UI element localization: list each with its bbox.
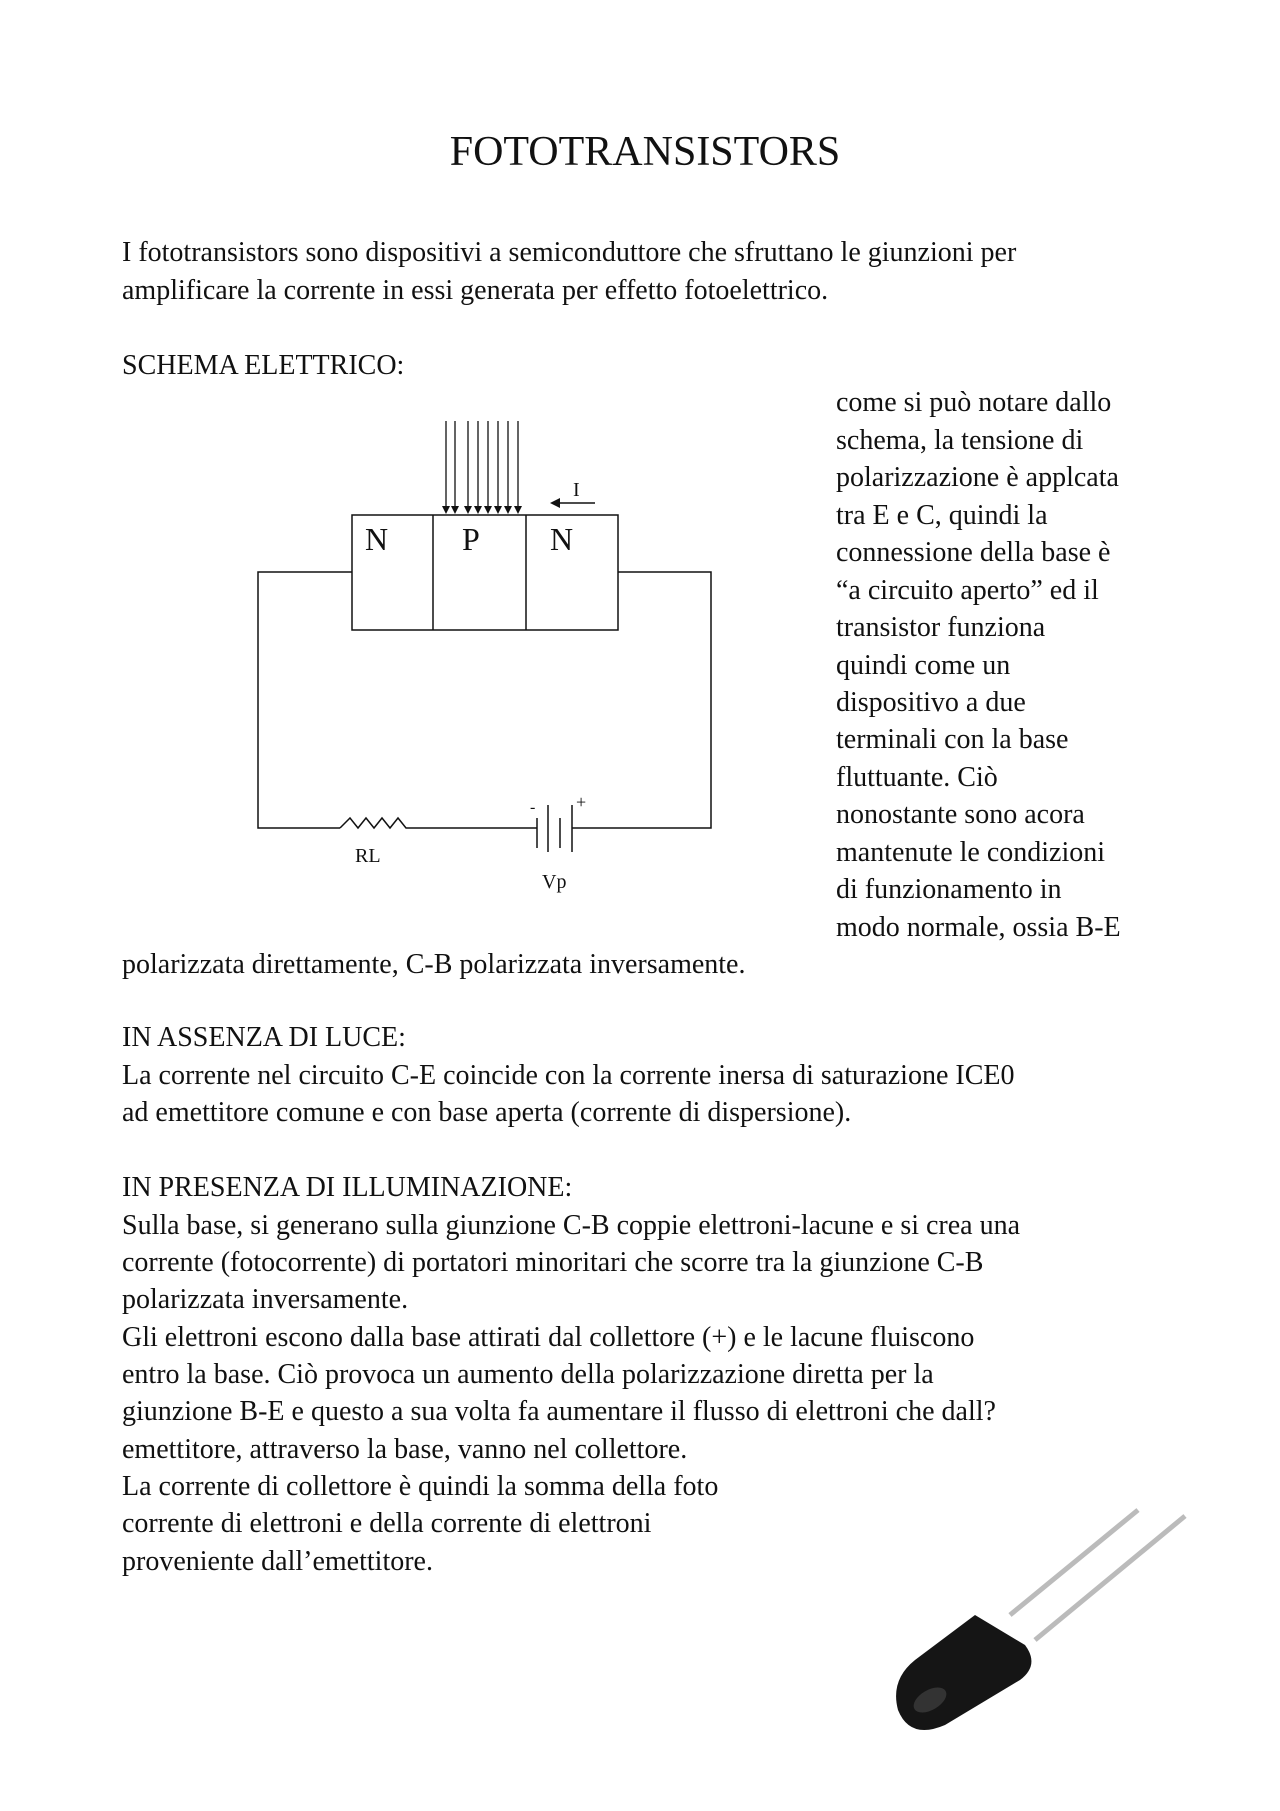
light-text-line: emettitore, attraverso la base, vanno nel collettore. bbox=[122, 1433, 688, 1465]
dark-text-line: ad emettitore comune e con base aperta (corrente di dispersione). bbox=[122, 1096, 852, 1128]
schema-text-line: schema, la tensione di bbox=[836, 424, 1084, 456]
schema-text-line: nonostante sono acora bbox=[836, 799, 1085, 831]
schema-text-line: quindi come un bbox=[836, 649, 1011, 681]
light-text-line: polarizzata inversamente. bbox=[122, 1284, 409, 1316]
schema-text-line: terminali con la base bbox=[836, 724, 1069, 756]
schema-text-line: dispositivo a due bbox=[836, 686, 1026, 718]
page-title: FOTOTRANSISTORS bbox=[449, 129, 841, 175]
label-vp: Vp bbox=[542, 871, 567, 893]
resistor-icon bbox=[340, 818, 537, 828]
intro-line: I fototransistors sono dispositivi a semiconduttore che sfruttano le giunzioni per bbox=[122, 237, 1017, 269]
light-text-line: Sulla base, si generano sulla giunzione C-B coppie elettroni-lacune e si crea una bbox=[122, 1209, 1021, 1241]
intro-line: amplificare la corrente in essi generata per effetto fotoelettrico. bbox=[122, 274, 829, 306]
light-text-line: La corrente di collettore è quindi la somma della foto bbox=[122, 1470, 719, 1502]
label-current: I bbox=[573, 479, 580, 501]
schema-text-line: come si può notare dallo bbox=[836, 387, 1112, 419]
schema-text-line: fluttuante. Ciò bbox=[836, 761, 998, 793]
label-rl: RL bbox=[355, 845, 381, 867]
label-n2: N bbox=[550, 521, 574, 557]
light-text-line: corrente (fotocorrente) di portatori minoritari che scorre tra la giunzione C-B bbox=[122, 1246, 984, 1278]
label-n1: N bbox=[365, 521, 389, 557]
schema-text-line: mantenute le condizioni bbox=[836, 836, 1106, 868]
circuit-diagram bbox=[240, 400, 740, 920]
light-text-line: Gli elettroni escono dalla base attirati dal collettore (+) e le lacune fluiscono bbox=[122, 1321, 975, 1353]
label-plus: + bbox=[576, 792, 587, 812]
semiconductor-block bbox=[352, 515, 618, 630]
light-text-line: corrente di elettroni e della corrente di elettroni bbox=[122, 1508, 652, 1540]
schema-text-line: transistor funziona bbox=[836, 612, 1046, 644]
schema-text-line: connessione della base è bbox=[836, 537, 1111, 569]
light-text-line: proveniente dall’emettitore. bbox=[122, 1545, 433, 1577]
schema-text-line: polarizzazione è applcata bbox=[836, 462, 1119, 494]
dark-text-line: La corrente nel circuito C-E coincide con la corrente inersa di saturazione ICE0 bbox=[122, 1059, 1015, 1091]
label-minus: - bbox=[530, 799, 536, 816]
schema-text-line: di funzionamento in bbox=[836, 874, 1062, 906]
schema-text-line: tra E e C, quindi la bbox=[836, 499, 1048, 531]
phototransistor-photo bbox=[870, 1490, 1190, 1740]
section-heading-light: IN PRESENZA DI ILLUMINAZIONE: bbox=[122, 1172, 573, 1204]
wire-left bbox=[258, 572, 352, 828]
schema-text-line: polarizzata direttamente, C-B polarizzata inversamente. bbox=[122, 949, 746, 981]
schema-text-line: “a circuito aperto” ed il bbox=[836, 574, 1099, 606]
light-text-line: giunzione B-E e questo a sua volta fa aumentare il flusso di elettroni che dall? bbox=[122, 1396, 996, 1428]
light-rays-icon bbox=[442, 421, 522, 514]
section-heading-schema: SCHEMA ELETTRICO: bbox=[122, 350, 405, 382]
schema-text-line: modo normale, ossia B-E bbox=[836, 911, 1121, 943]
section-heading-dark: IN ASSENZA DI LUCE: bbox=[122, 1022, 406, 1054]
light-text-line: entro la base. Ciò provoca un aumento della polarizzazione diretta per la bbox=[122, 1358, 934, 1390]
wire-right bbox=[580, 572, 711, 828]
label-p: P bbox=[462, 521, 480, 557]
